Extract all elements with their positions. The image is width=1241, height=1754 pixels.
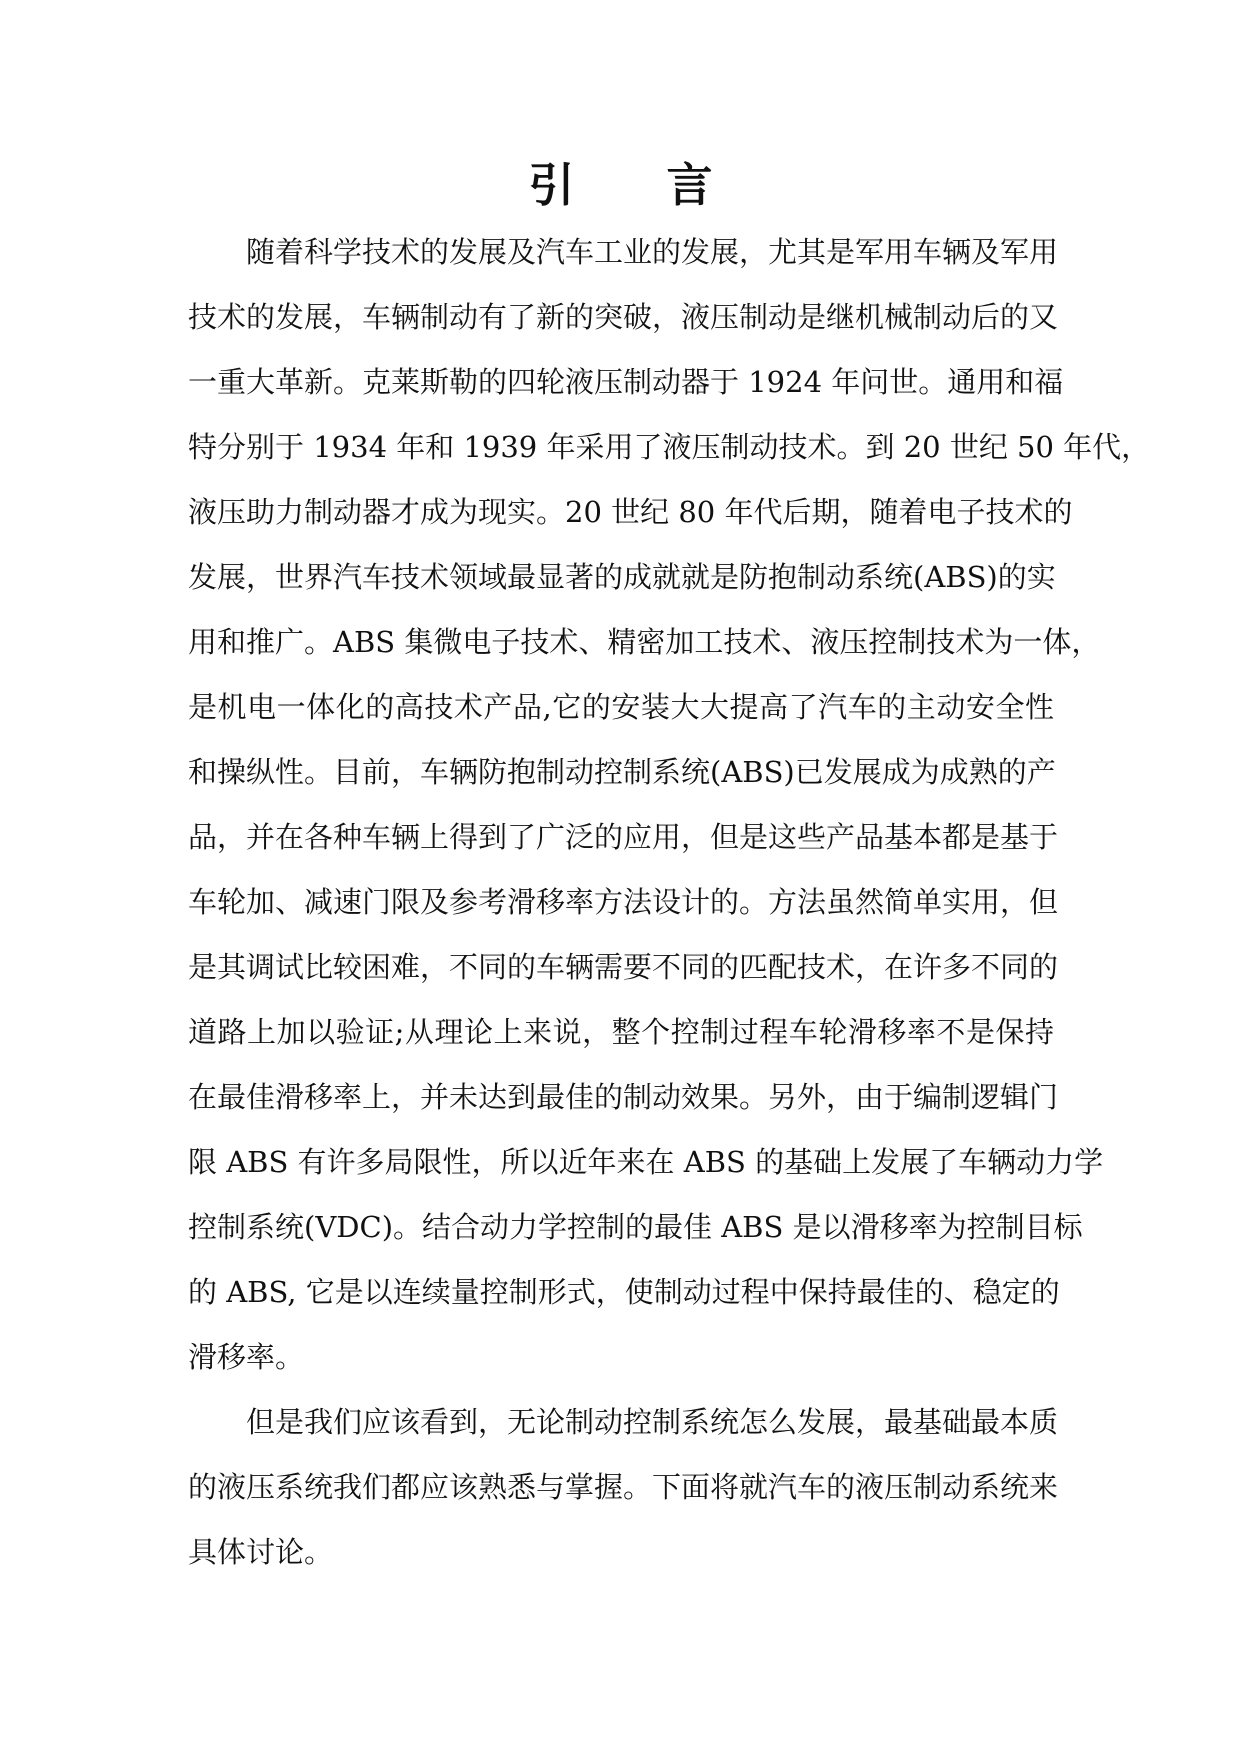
text-line: 和操纵性。目前，车辆防抱制动控制系统(ABS)已发展成为成熟的产 [188, 755, 1056, 789]
text-line: 特分别于 1934 年和 1939 年采用了液压制动技术。到 20 世纪 50 年代， [188, 430, 1151, 464]
text-line: 发展，世界汽车技术领域最显著的成就就是防抱制动系统(ABS)的实 [188, 560, 1056, 594]
text-line: 具体讨论。 [188, 1535, 334, 1569]
text-line: 在最佳滑移率上，并未达到最佳的制动效果。另外，由于编制逻辑门 [188, 1080, 1059, 1114]
text-line: 是机电一体化的高技术产品,它的安装大大提高了汽车的主动安全性 [188, 690, 1054, 724]
body-text [188, 220, 1151, 1585]
text-line: 随着科学技术的发展及汽车工业的发展，尤其是军用车辆及军用 [246, 235, 1059, 269]
text-line: 限 ABS 有许多局限性，所以近年来在 ABS 的基础上发展了车辆动力学 [188, 1145, 1104, 1179]
text-line: 是其调试比较困难，不同的车辆需要不同的匹配技术，在许多不同的 [188, 950, 1059, 984]
text-line: 道路上加以验证;从理论上来说，整个控制过程车轮滑移率不是保持 [188, 1015, 1054, 1049]
paragraph-1 [188, 220, 1151, 1390]
page-title: 引 言 [528, 158, 751, 212]
paragraph-2 [188, 1390, 1059, 1585]
text-line: 滑移率。 [188, 1340, 305, 1374]
text-line: 用和推广。ABS 集微电子技术、精密加工技术、液压控制技术为一体， [188, 625, 1101, 659]
text-line: 液压助力制动器才成为现实。20 世纪 80 年代后期，随着电子技术的 [188, 495, 1073, 529]
text-line: 品，并在各种车辆上得到了广泛的应用，但是这些产品基本都是基于 [188, 820, 1059, 854]
text-line: 控制系统(VDC)。结合动力学控制的最佳 ABS 是以滑移率为控制目标 [188, 1210, 1083, 1244]
text-line: 但是我们应该看到，无论制动控制系统怎么发展，最基础最本质 [246, 1405, 1059, 1439]
text-line: 车轮加、减速门限及参考滑移率方法设计的。方法虽然简单实用，但 [188, 885, 1059, 919]
text-line: 的液压系统我们都应该熟悉与掌握。下面将就汽车的液压制动系统来 [188, 1470, 1059, 1504]
text-line: 技术的发展，车辆制动有了新的突破，液压制动是继机械制动后的又 [188, 300, 1059, 334]
text-line: 的 ABS, 它是以连续量控制形式，使制动过程中保持最佳的、稳定的 [188, 1275, 1060, 1309]
text-line: 一重大革新。克莱斯勒的四轮液压制动器于 1924 年问世。通用和福 [188, 365, 1064, 399]
